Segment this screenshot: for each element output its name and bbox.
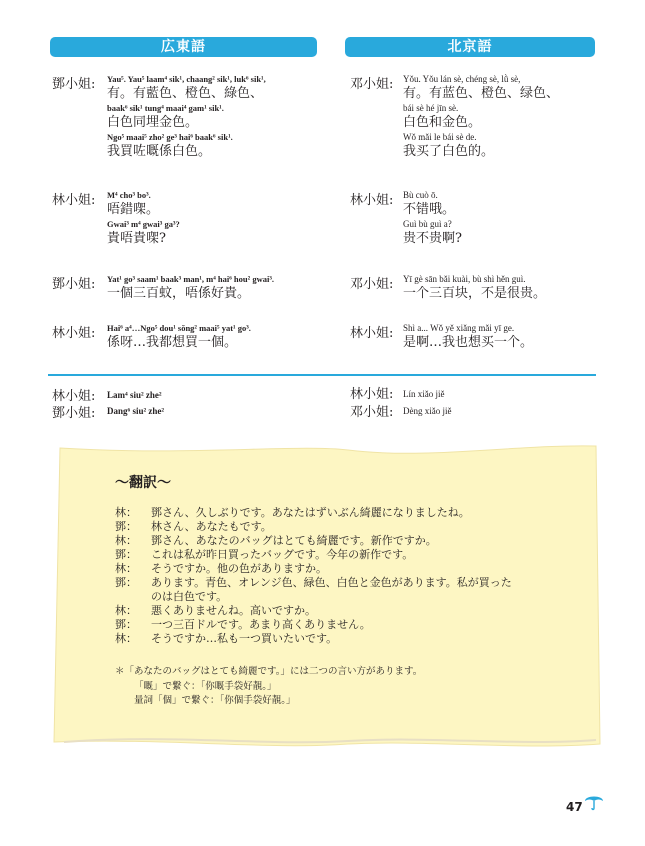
translation-text: そうですか…私も一つ買いたいです。 <box>151 632 338 645</box>
romanization: Hai⁶ a⁴…Ngo⁵ dou¹ sŏng² maai⁵ yat¹ go³. <box>107 323 251 333</box>
name-romanization: Dèng xiǎo jiě <box>403 406 452 416</box>
translation-line <box>115 548 413 562</box>
umbrella-icon <box>583 792 605 812</box>
translation-text: 鄧さん、あなたのバッグはとても綺麗です。新作ですか。 <box>151 534 437 547</box>
name-romanization: Lín xiǎo jiě <box>403 389 445 399</box>
translation-line <box>115 632 337 646</box>
translation-text: 鄧さん、久しぶりです。あなたはずいぶん綺麗になりましたね。 <box>151 506 470 519</box>
chinese-text: 不错哦。 <box>403 202 456 217</box>
speaker-initial: 鄧： <box>115 520 137 533</box>
speaker-label: 林小姐: <box>350 193 394 208</box>
chinese-text: 有。有藍色、橙色、綠色、 <box>107 86 264 101</box>
speaker-initial: 鄧： <box>115 576 137 589</box>
translation-line <box>115 618 371 632</box>
pinyin: Shì a... Wǒ yě xiǎng mǎi yī ge. <box>403 323 515 333</box>
translation-text: 一つ三百ドルです。あまり高くありません。 <box>151 618 371 631</box>
speaker-label: 邓小姐: <box>350 277 394 292</box>
romanization: Yat¹ go³ saam¹ baak³ man¹, m⁴ hai⁶ hou² gwai³. <box>107 274 274 284</box>
translation-text: のは白色です。 <box>151 590 228 603</box>
translation-text: そうですか。他の色がありますか。 <box>151 562 327 575</box>
speaker-label: 林小姐: <box>52 193 96 208</box>
chinese-text: 貴唔貴㗎? <box>107 231 166 246</box>
pinyin: Yī gè sān bǎi kuài, bù shì hěn guì. <box>403 274 526 284</box>
chinese-text: 有。有蓝色、橙色、绿色、 <box>403 86 560 101</box>
speaker-label: 林小姐: <box>52 326 96 341</box>
speaker-initial: 林： <box>115 632 137 645</box>
romanization: baak⁶ sik¹ tung⁴ maai⁴ gam¹ sik¹. <box>107 103 224 113</box>
page-number: 47 <box>566 800 583 814</box>
chinese-text: 一个三百块，不是很贵。 <box>403 286 547 301</box>
chinese-text: 唔錯㗎。 <box>107 202 160 217</box>
speaker-initial: 林： <box>115 562 137 575</box>
translation-line <box>115 604 316 618</box>
speaker-label: 林小姐: <box>350 326 394 341</box>
speaker-label: 邓小姐: <box>350 77 394 92</box>
translation-text: あります。青色、オレンジ色、緑色、白色と金色があります。私が買った <box>151 576 512 589</box>
pinyin: Guì bù guì a? <box>403 219 452 229</box>
speaker-initial: 林： <box>115 604 137 617</box>
chinese-text: 贵不贵啊? <box>403 231 462 246</box>
translation-line <box>115 562 327 576</box>
name-label: 林小姐: <box>350 387 394 402</box>
mandarin-header: 北京語 <box>345 37 595 57</box>
romanization: Gwai³ m⁴ gwai³ ga³? <box>107 219 180 229</box>
romanization: Ngo⁵ maai⁵ zho² ge³ hai⁶ baak⁶ sik¹. <box>107 132 233 142</box>
translation-title: 〜翻訳〜 <box>115 475 171 491</box>
pinyin: Bù cuò ō. <box>403 190 438 200</box>
translation-line <box>115 534 437 548</box>
speaker-label: 鄧小姐: <box>52 277 96 292</box>
chinese-text: 係呀…我都想買一個。 <box>107 335 238 350</box>
translation-note: 量詞「個」で繋ぐ：「你個手袋好靚。」 <box>134 695 296 706</box>
translation-line <box>115 506 470 520</box>
chinese-text: 白色和金色。 <box>403 115 482 130</box>
chinese-text: 我買咗嘅係白色。 <box>107 144 212 159</box>
chinese-text: 白色同埋金色。 <box>107 115 199 130</box>
translation-text: 悪くありませんね。高いですか。 <box>151 604 316 617</box>
translation-line <box>115 576 512 590</box>
pinyin: Yǒu. Yǒu lán sè, chéng sè, lǜ sè, <box>403 74 521 84</box>
name-label: 鄧小姐: <box>52 406 96 421</box>
section-divider <box>48 374 596 376</box>
speaker-initial: 林： <box>115 534 137 547</box>
name-romanization: Lam⁴ siu² zhe² <box>107 390 162 400</box>
translation-line <box>115 590 227 604</box>
translation-line <box>115 520 272 534</box>
cantonese-header: 広東語 <box>50 37 317 57</box>
speaker-label: 鄧小姐: <box>52 77 96 92</box>
chinese-text: 我买了白色的。 <box>403 144 495 159</box>
name-label: 邓小姐: <box>350 405 394 420</box>
name-label: 林小姐: <box>52 389 96 404</box>
speaker-initial: 林： <box>115 506 137 519</box>
translation-note: 「嘅」で繋ぐ：「你嘅手袋好靚。」 <box>134 681 277 692</box>
chinese-text: 一個三百蚊，唔係好貴。 <box>107 286 251 301</box>
translation-note: ＊「あなたのバッグはとても綺麗です。」には二つの言い方があります。 <box>115 666 423 677</box>
name-romanization: Dang⁶ siu² zhe² <box>107 406 165 416</box>
romanization: Yau⁵. Yau⁵ laam⁴ sik¹, chaang² sik¹, luk⁶ sik¹, <box>107 74 266 84</box>
pinyin: Wǒ mǎi le bái sè de. <box>403 132 477 142</box>
romanization: M⁴ cho³ bo³. <box>107 190 151 200</box>
pinyin: bái sè hé jīn sè. <box>403 103 459 113</box>
translation-text: 林さん、あなたもです。 <box>151 520 272 533</box>
translation-text: これは私が昨日買ったバッグです。今年の新作です。 <box>151 548 414 561</box>
speaker-initial: 鄧： <box>115 618 137 631</box>
speaker-initial: 鄧： <box>115 548 137 561</box>
chinese-text: 是啊…我也想买一个。 <box>403 335 534 350</box>
